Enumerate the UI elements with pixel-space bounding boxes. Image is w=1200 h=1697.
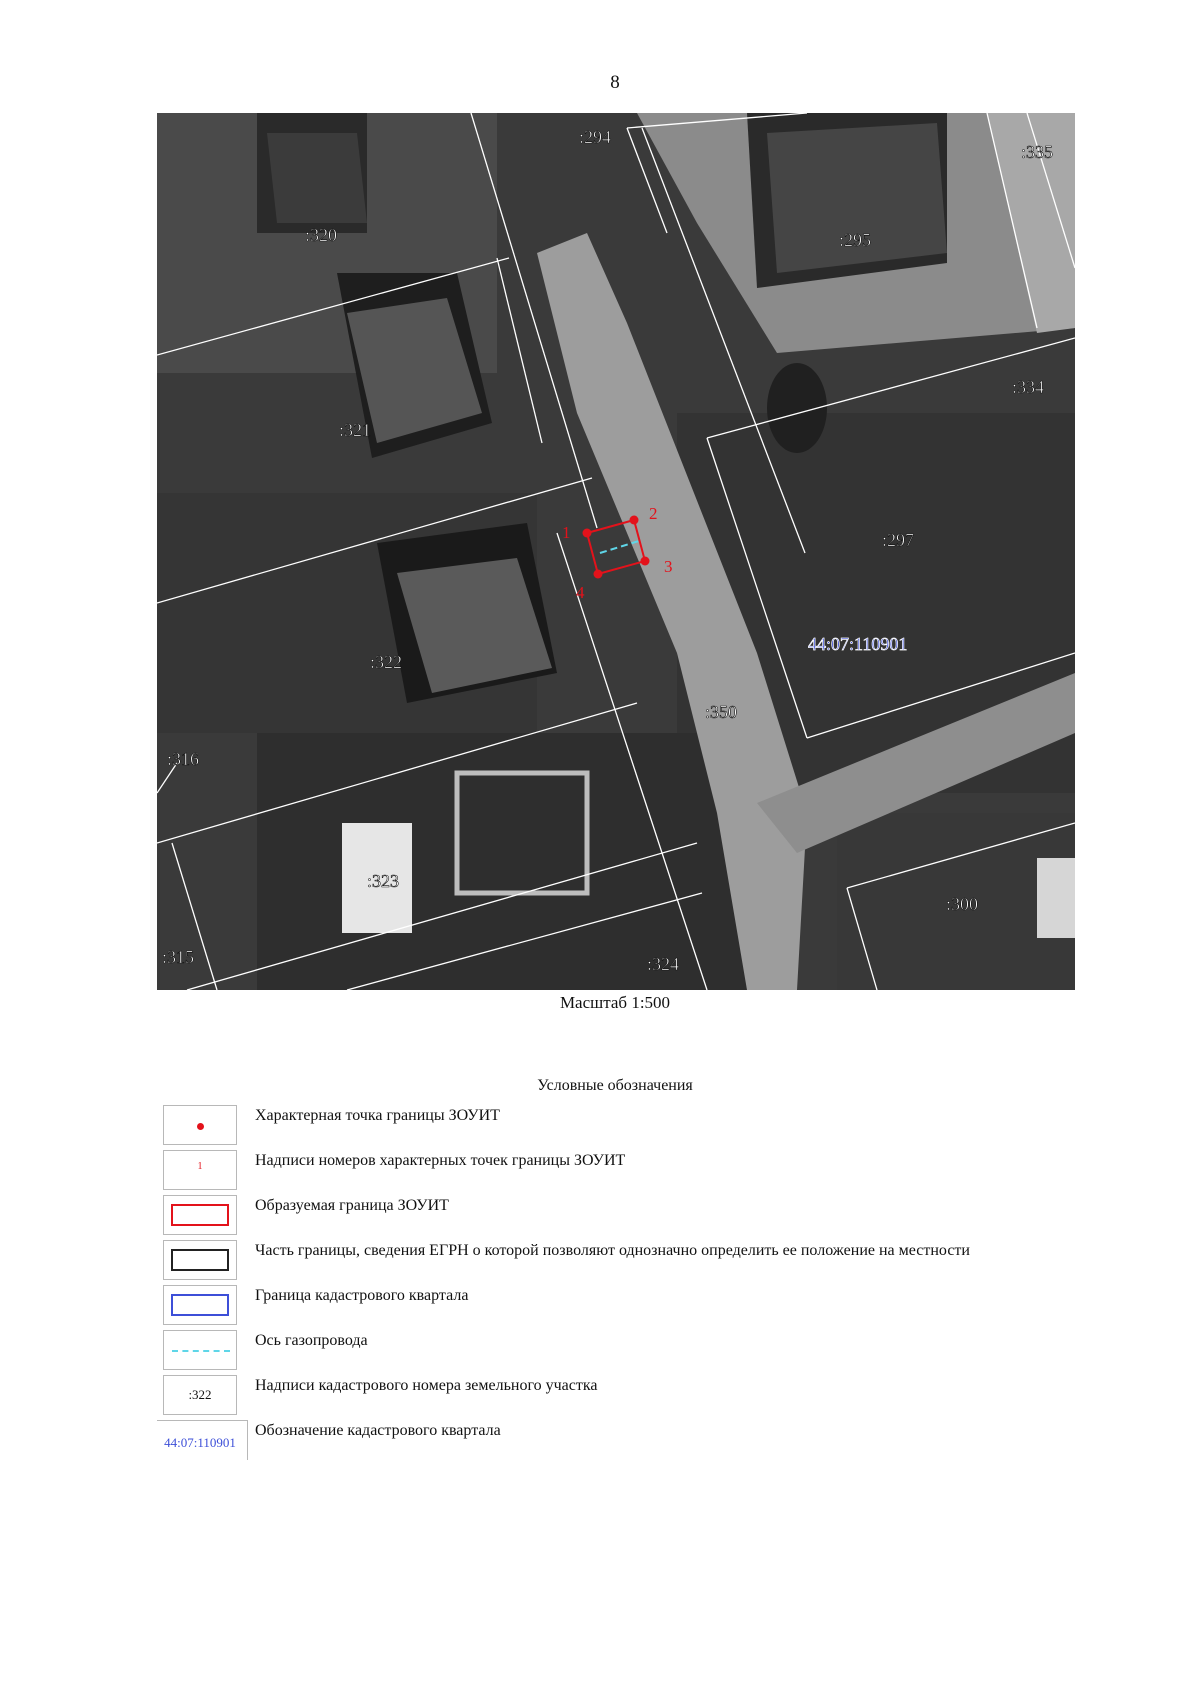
- boundary-point-4: [594, 570, 603, 579]
- parcel-label: :322: [370, 652, 403, 672]
- parcel-label: :316: [167, 749, 200, 769]
- point-number-label: 3: [664, 557, 673, 576]
- quarter-label: 44:07:110901: [808, 634, 908, 654]
- legend-item: [157, 1375, 1097, 1420]
- cadastral-map[interactable]: [157, 113, 1075, 990]
- legend-item-label: Часть границы, сведения ЕГРН о которой позволяют однозначно определить ее положение на местности: [255, 1242, 970, 1259]
- legend-item: [157, 1105, 1097, 1150]
- boundary-point-1: [583, 529, 592, 538]
- legend-item: [157, 1150, 1097, 1195]
- legend-symbol-box: [157, 1420, 248, 1460]
- parcel-label: :324: [647, 954, 680, 974]
- parcel-label: :320: [305, 225, 338, 245]
- zouit-boundary-symbol: [171, 1204, 229, 1226]
- point-number-symbol: 1: [197, 1161, 203, 1172]
- legend-item-label: Граница кадастрового квартала: [255, 1287, 469, 1304]
- legend-title: Условные обозначения: [537, 1077, 693, 1094]
- point-number-label: 2: [649, 504, 658, 523]
- parcel-label: :323: [367, 871, 400, 891]
- legend-item: [157, 1420, 1097, 1465]
- parcel-label: :350: [705, 702, 738, 722]
- legend-item: [157, 1285, 1097, 1330]
- legend-symbol-box: [163, 1195, 237, 1235]
- parcel-number-symbol: :322: [188, 1387, 212, 1402]
- quarter-boundary-symbol: [171, 1294, 229, 1316]
- quarter-number-symbol: 44:07:110901: [164, 1435, 236, 1450]
- parcel-label: :295: [839, 230, 872, 250]
- parcel-label: :315: [162, 947, 195, 967]
- parcel-label: :297: [882, 530, 915, 550]
- boundary-point-2: [630, 516, 639, 525]
- legend-symbol-box: [163, 1150, 237, 1190]
- map-scale: Масштаб 1:500: [559, 993, 671, 1012]
- parcel-label: :334: [1012, 377, 1045, 397]
- point-number-label: 1: [562, 523, 571, 542]
- legend-symbol-box: [163, 1330, 237, 1370]
- legend-item-label: Ось газопровода: [255, 1332, 368, 1349]
- boundary-point-symbol: [197, 1123, 204, 1130]
- legend-symbol-box: [163, 1105, 237, 1145]
- point-number-label: 4: [576, 583, 585, 602]
- gas-axis-symbol: [172, 1350, 230, 1352]
- legend-item: [157, 1240, 1097, 1285]
- parcel-label: :294: [579, 127, 612, 147]
- parcel-label: :335: [1021, 142, 1054, 162]
- legend-item-label: Надписи кадастрового номера земельного участка: [255, 1377, 598, 1394]
- egrn-boundary-symbol: [171, 1249, 229, 1271]
- legend-item-label: Образуемая граница ЗОУИТ: [255, 1197, 449, 1214]
- legend-symbol-box: [163, 1375, 237, 1415]
- legend-item: [157, 1330, 1097, 1375]
- legend-item-label: Обозначение кадастрового квартала: [255, 1422, 501, 1439]
- map-legend: [157, 1105, 1097, 1465]
- legend-symbol-box: [163, 1240, 237, 1280]
- legend-item-label: Характерная точка границы ЗОУИТ: [255, 1107, 500, 1124]
- parcel-label: :321: [339, 420, 372, 440]
- page-number: 8: [610, 72, 620, 93]
- legend-item-label: Надписи номеров характерных точек границы ЗОУИТ: [255, 1152, 626, 1169]
- parcel-label: :300: [946, 894, 979, 914]
- legend-symbol-box: [163, 1285, 237, 1325]
- boundary-point-3: [641, 557, 650, 566]
- aerial-map-canvas: [157, 113, 1075, 990]
- legend-item: [157, 1195, 1097, 1240]
